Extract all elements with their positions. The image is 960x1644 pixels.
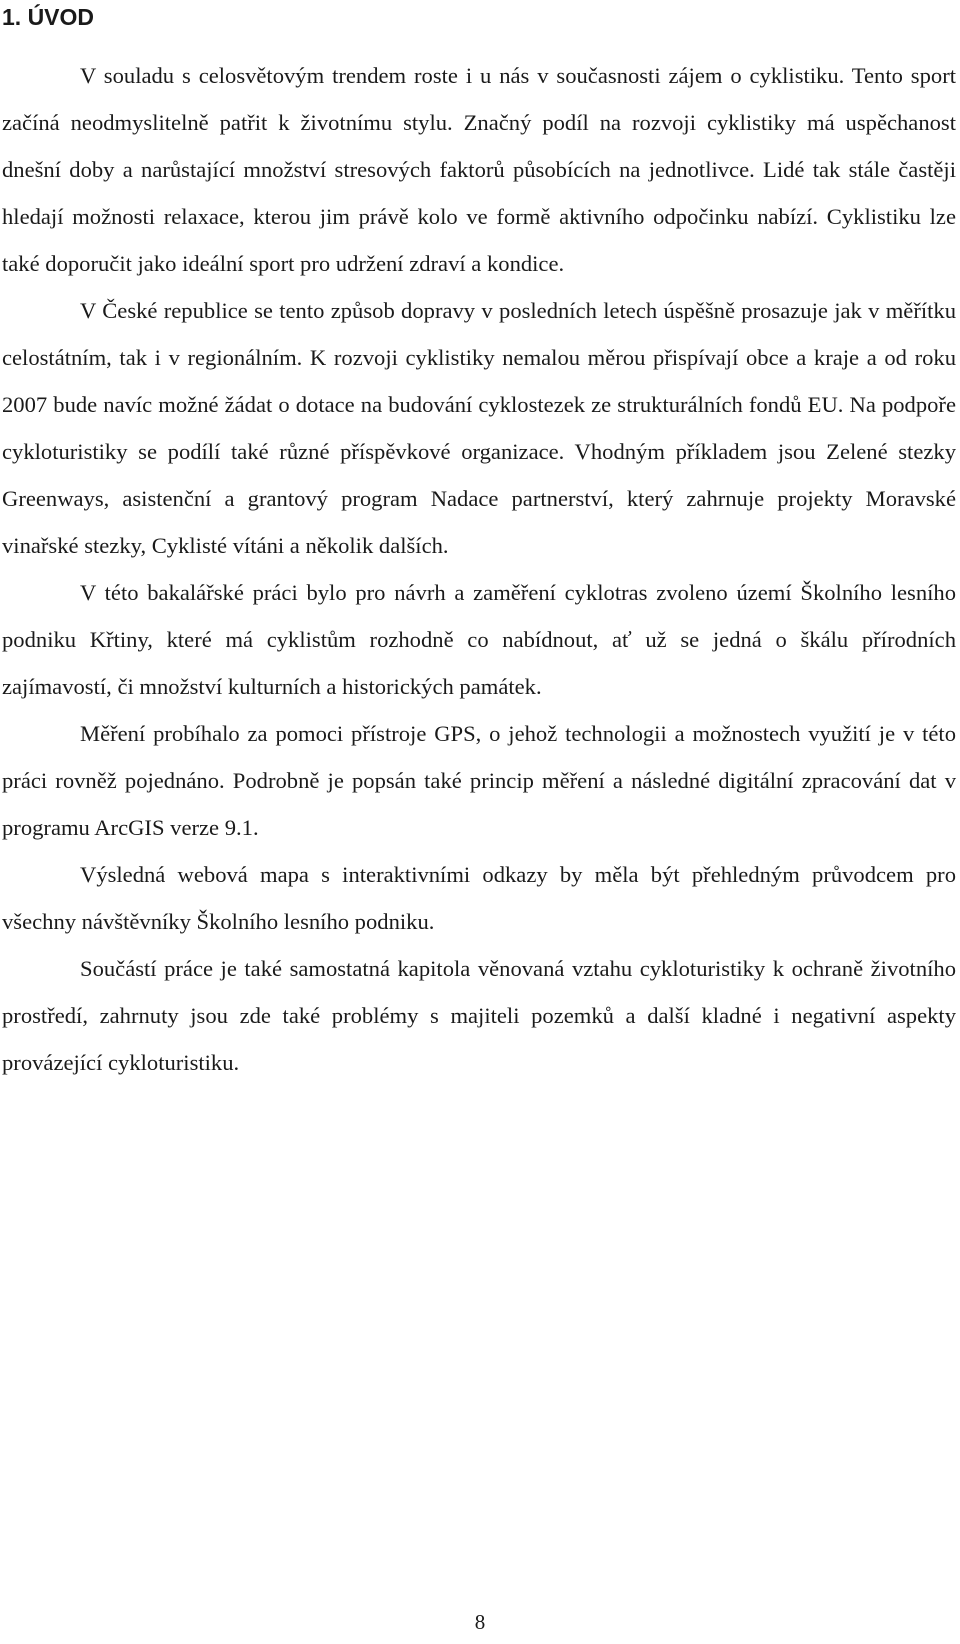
paragraph-thesis-area: V této bakalářské práci bylo pro návrh a zaměření cyklotras zvoleno území Školního lesního podniku Křtiny, které má cyklistům rozhodně co nabídnout, ať už se jedná o škálu přírodních zajímavostí, či množství kulturních a historických památek. xyxy=(2,580,956,699)
paragraph-czech-republic: V České republice se tento způsob dopravy v posledních letech úspěšně prosazuje jak v měřítku celostátním, tak i v regionálním. K rozvoji cyklistiky nemalou měrou přispívají obce a kraje a od roku 2007 bude navíc možné žádat o dotace na budování cyklostezek ze strukturálních fondů EU. Na podpoře cykloturistiky se podílí také různé příspěvkové organizace. Vhodným příkladem jsou Zelené stezky Greenways, asistenční a grantový program Nadace partnerství, který zahrnuje projekty Moravské vinařské stezky, Cyklisté vítáni a několik dalších. xyxy=(2,298,956,558)
paragraph-environment: Součástí práce je také samostatná kapitola věnovaná vztahu cykloturistiky k ochraně životního prostředí, zahrnuty jsou zde také problémy s majiteli pozemků a další kladné i negativní aspekty provázející cykloturistiku. xyxy=(2,956,956,1075)
paragraph-web-map: Výsledná webová mapa s interaktivními odkazy by měla být přehledným průvodcem pro všechny návštěvníky Školního lesního podniku. xyxy=(2,862,956,934)
paragraph-gps-measurement: Měření probíhalo za pomoci přístroje GPS, o jehož technologii a možnostech využití je v této práci rovněž pojednáno. Podrobně je popsán také princip měření a následné digitální zpracování dat v programu ArcGIS verze 9.1. xyxy=(2,721,956,840)
page-number: 8 xyxy=(474,1610,486,1634)
paragraph-intro: V souladu s celosvětovým trendem roste i u nás v současnosti zájem o cyklistiku. Tento sport začíná neodmyslitelně patřit k životnímu stylu. Značný podíl na rozvoji cyklistiky má uspěchanost dnešní doby a narůstající množství stresových faktorů působících na jednotlivce. Lidé tak stále častěji hledají možnosti relaxace, kterou jim právě kolo ve formě aktivního odpočinku nabízí. Cyklistiku lze také doporučit jako ideální sport pro udržení zdraví a kondice. xyxy=(2,63,956,276)
section-heading: 1. ÚVOD xyxy=(2,4,95,30)
body-text xyxy=(2,52,956,1086)
